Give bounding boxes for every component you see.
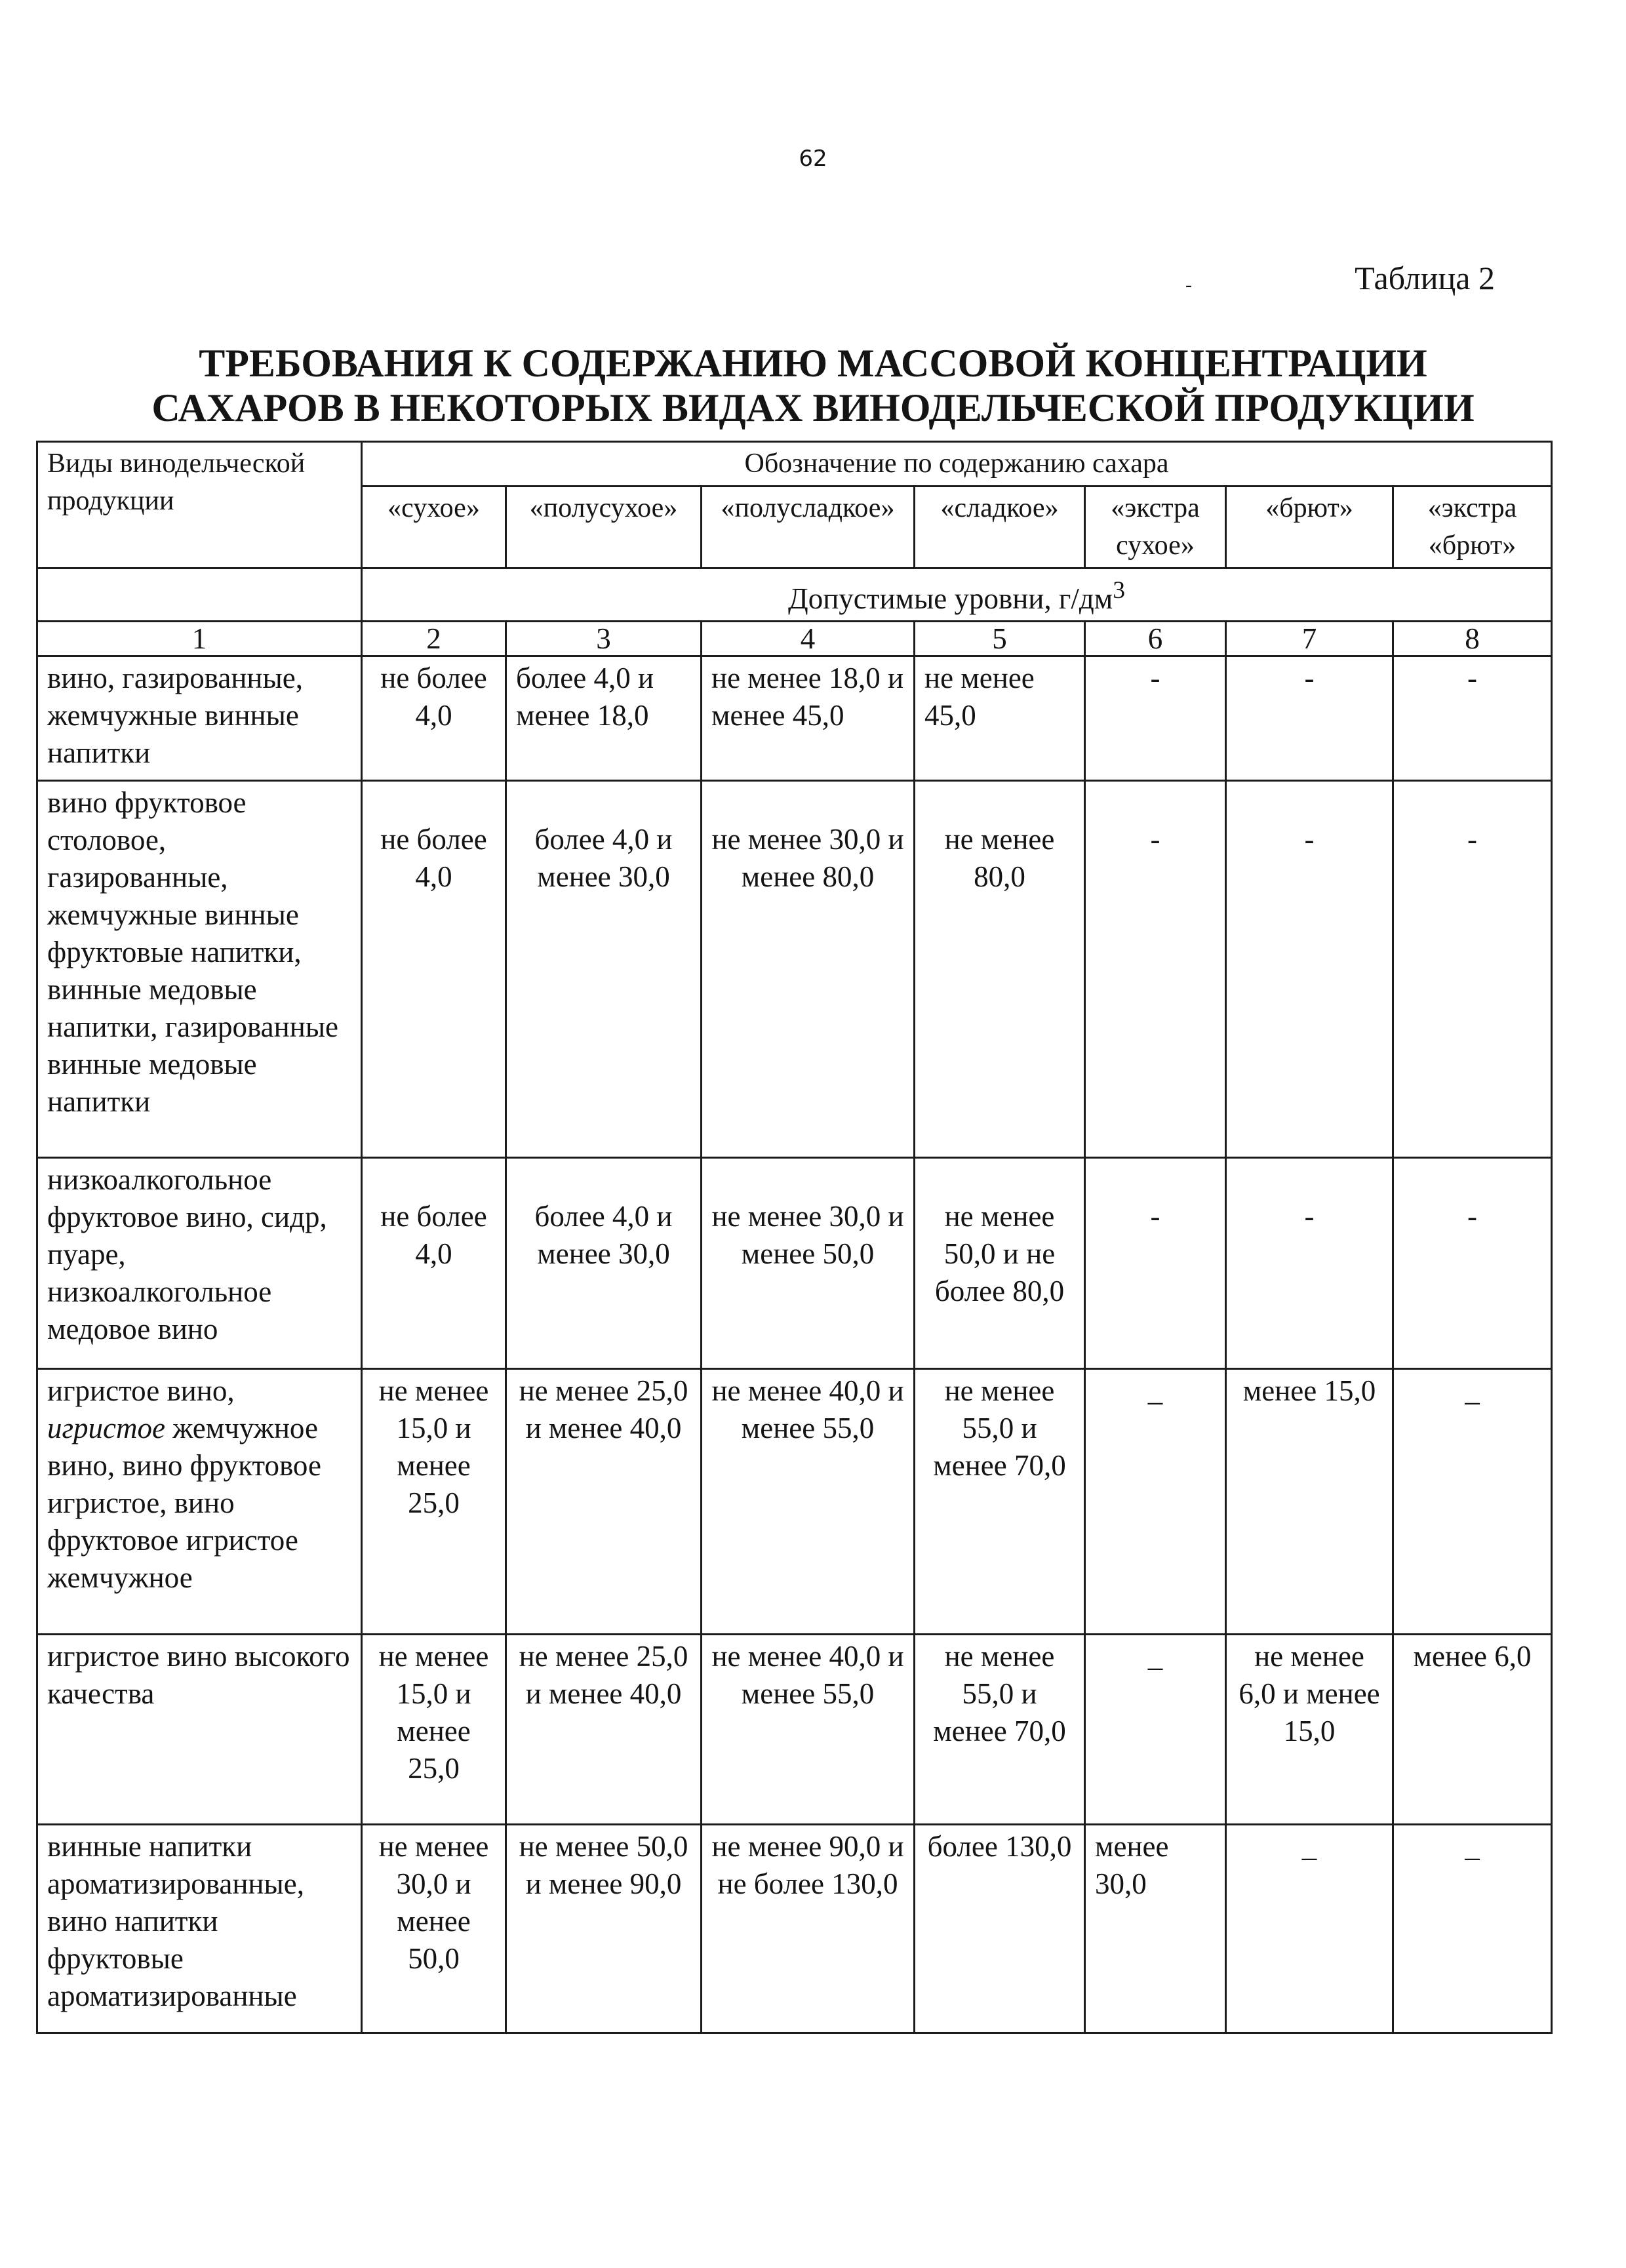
value-cell: не менее 30,0 и менее 80,0 (702, 781, 915, 1158)
table-title (0, 341, 1626, 430)
value-cell: не менее 50,0 и не более 80,0 (915, 1158, 1085, 1369)
value-cell: не менее 6,0 и менее 15,0 (1226, 1635, 1393, 1825)
value-cell: - (1226, 656, 1393, 781)
value-cell: менее 15,0 (1226, 1369, 1393, 1635)
subhead-extra-dry: «экстра сухое» (1085, 487, 1226, 568)
value-cell: не менее 15,0 и менее 25,0 (362, 1369, 506, 1635)
column-number: 8 (1393, 622, 1552, 656)
title-line-1: ТРЕБОВАНИЯ К СОДЕРЖАНИЮ МАССОВОЙ КОНЦЕНТРАЦИИ (199, 342, 1427, 385)
table-row (37, 781, 1552, 1158)
product-name: игристое вино, игристое жемчужное вино, вино фруктовое игристое, вино фруктовое игристое жемчужное (37, 1369, 362, 1635)
column-number: 4 (702, 622, 915, 656)
column-number: 1 (37, 622, 362, 656)
product-name: низкоалкогольное фруктовое вино, сидр, пуаре, низкоалкогольное медовое вино (37, 1158, 362, 1369)
product-name: винные напитки ароматизированные, вино напитки фруктовые ароматизированные (37, 1825, 362, 2033)
value-cell: - (1393, 781, 1552, 1158)
value-cell: не менее 30,0 и менее 50,0 (362, 1825, 506, 2033)
table-row (37, 1635, 1552, 1825)
product-name: вино, газированные, жемчужные винные напитки (37, 656, 362, 781)
value-cell: _ (1085, 1369, 1226, 1635)
sugar-requirements-table (36, 441, 1553, 2034)
value-cell: не менее 18,0 и менее 45,0 (702, 656, 915, 781)
value-cell: не более 4,0 (362, 1158, 506, 1369)
value-cell: не менее 25,0 и менее 40,0 (506, 1635, 702, 1825)
header-sugar-designation: Обозначение по содержанию сахара (362, 442, 1552, 487)
value-cell: _ (1393, 1825, 1552, 2033)
column-number: 6 (1085, 622, 1226, 656)
page-number: 62 (799, 146, 827, 172)
value-cell: _ (1085, 1635, 1226, 1825)
value-cell: - (1085, 656, 1226, 781)
value-cell: - (1393, 656, 1552, 781)
subhead-sweet: «сладкое» (915, 487, 1085, 568)
column-number: 5 (915, 622, 1085, 656)
value-cell: не более 4,0 (362, 781, 506, 1158)
table-row (37, 1158, 1552, 1369)
value-cell: не менее 40,0 и менее 55,0 (702, 1369, 915, 1635)
value-cell: более 4,0 и менее 30,0 (506, 781, 702, 1158)
value-cell: _ (1226, 1825, 1393, 2033)
value-cell: не менее 55,0 и менее 70,0 (915, 1369, 1085, 1635)
value-cell: не менее 50,0 и менее 90,0 (506, 1825, 702, 2033)
value-cell: более 4,0 и менее 30,0 (506, 1158, 702, 1369)
subhead-extra-brut: «экстра «брют» (1393, 487, 1552, 568)
value-cell: более 4,0 и менее 18,0 (506, 656, 702, 781)
subhead-brut: «брют» (1226, 487, 1393, 568)
product-name: игристое вино высокого качества (37, 1635, 362, 1825)
value-cell: не менее 40,0 и менее 55,0 (702, 1635, 915, 1825)
value-cell: - (1085, 781, 1226, 1158)
value-cell: не менее 30,0 и менее 50,0 (702, 1158, 915, 1369)
value-cell: - (1226, 1158, 1393, 1369)
value-cell: _ (1393, 1369, 1552, 1635)
header-product-types: Виды винодельческой продукции (37, 442, 362, 568)
column-number: 7 (1226, 622, 1393, 656)
value-cell: не более 4,0 (362, 656, 506, 781)
value-cell: не менее 90,0 и не более 130,0 (702, 1825, 915, 2033)
column-number: 2 (362, 622, 506, 656)
table-label: Таблица 2 (1355, 260, 1495, 296)
title-line-2: САХАРОВ В НЕКОТОРЫХ ВИДАХ ВИНОДЕЛЬЧЕСКОЙ ПРОДУКЦИИ (151, 386, 1475, 429)
table-row (37, 656, 1552, 781)
value-cell: - (1226, 781, 1393, 1158)
value-cell: менее 6,0 (1393, 1635, 1552, 1825)
subhead-semi-sweet: «полусладкое» (702, 487, 915, 568)
value-cell: не менее 55,0 и менее 70,0 (915, 1635, 1085, 1825)
subhead-dry: «сухое» (362, 487, 506, 568)
value-cell: менее 30,0 (1085, 1825, 1226, 2033)
value-cell: более 130,0 (915, 1825, 1085, 2033)
column-number: 3 (506, 622, 702, 656)
header-units-spacer (37, 568, 362, 622)
table-row (37, 1825, 1552, 2033)
value-cell: не менее 15,0 и менее 25,0 (362, 1635, 506, 1825)
product-name: вино фруктовое столовое, газированные, жемчужные винные фруктовые напитки, винные медовые напитки, газированные винные медовые напитки (37, 781, 362, 1158)
value-cell: не менее 25,0 и менее 40,0 (506, 1369, 702, 1635)
subhead-semi-dry: «полусухое» (506, 487, 702, 568)
stray-mark: - (1185, 274, 1192, 296)
value-cell: не менее 80,0 (915, 781, 1085, 1158)
value-cell: - (1085, 1158, 1226, 1369)
value-cell: не менее 45,0 (915, 656, 1085, 781)
table-row (37, 1369, 1552, 1635)
header-units: Допустимые уровни, $г/дм^3$ (362, 568, 1552, 622)
value-cell: - (1393, 1158, 1552, 1369)
